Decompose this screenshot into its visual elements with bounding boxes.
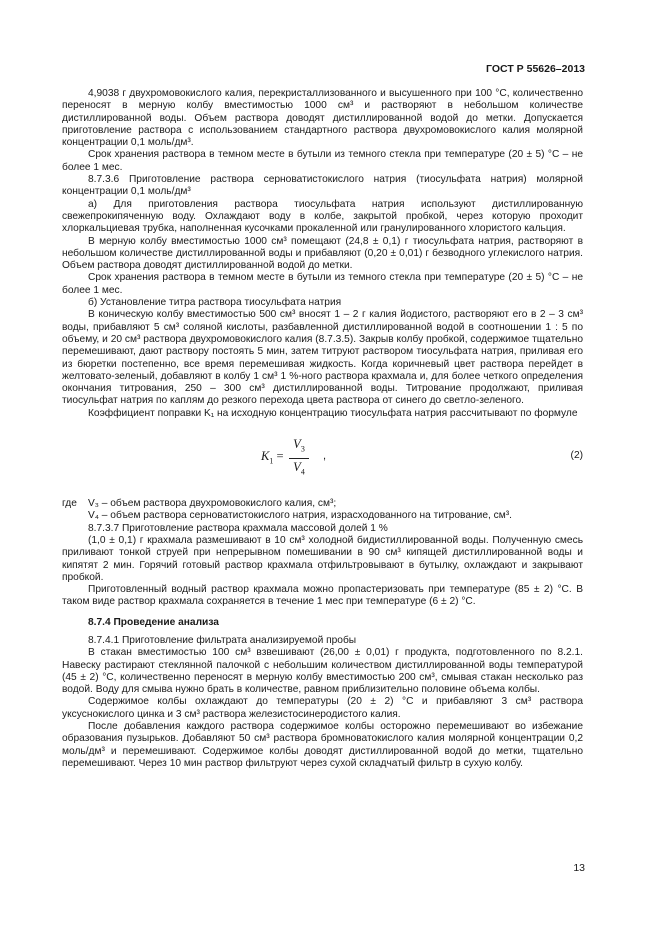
paragraph: В стакан вместимостью 100 см³ взвешивают (26,00 ± 0,01) г продукта, подготовленного по 8.2.1. Навеску растирают стеклянной палочкой с небольшим количеством дистиллированной воды температурой (45 ± 2) °С, количественно переносят в мерную колбу вместимостью 200 см³, смывая стакан несколько раз водой. Воду для смыва нужно брать в количестве, равном приблизительно половине объема колбы. <box>62 647 583 696</box>
paragraph: Содержимое колбы охлаждают до температуры (20 ± 2) °С и прибавляют 3 см³ раствора уксуснокислого цинка и 3 см³ раствора железистосинеродистого калия. <box>62 696 583 720</box>
clause-8-7-3-6: 8.7.3.6 Приготовление раствора серноватистокислого натрия (тиосульфата натрия) молярной концентрации 0,1 моль/дм³ <box>62 174 583 198</box>
paragraph: а) Для приготовления раствора тиосульфата натрия используют дистиллированную свежепрокипяченную воду. Охлаждают воду в колбе, закрытой пробкой, через которую проходит хлоркальциевая трубка, наполненная кусочками прокаленной или гранулированного хлористого кальция. <box>62 198 583 235</box>
page-number: 13 <box>573 862 585 874</box>
where-v4: V₄ – объем раствора серноватистокислого натрия, израсходованного на титрование, см³. <box>88 510 512 522</box>
paragraph: Коэффициент поправки K₁ на исходную концентрацию тиосульфата натрия рассчитывают по формуле <box>88 407 578 419</box>
formula-numerator: $V_3$ <box>293 437 305 454</box>
formula-fraction <box>288 436 310 480</box>
document-body <box>62 88 583 770</box>
paragraph: б) Установление титра раствора тиосульфата натрия <box>88 297 342 309</box>
formula-denominator: $V_4$ <box>293 459 305 477</box>
clause-8-7-3-7: 8.7.3.7 Приготовление раствора крахмала массовой долей 1 % <box>88 522 388 534</box>
paragraph: (1,0 ± 0,1) г крахмала размешивают в 10 см³ холодной бидистиллированной воды. Полученную смесь приливают тонкой струей при непрерывном помешивании в 90 см³ кипящей дистиллированной воды и кипятят 2 мин. Горячий готовый раствор крахмала отфильтровывают в бутылку, охлаждают и закрывают пробкой. <box>62 534 583 583</box>
paragraph: Срок хранения раствора в темном месте в бутыли из темного стекла при температуре (20 ± 5) °С – не более 1 мес. <box>62 149 583 173</box>
paragraph: 4,9038 г двухромовокислого калия, перекристаллизованного и высушенного при 100 °С, количественно переносят в мерную колбу вместимостью 1000 см³ и растворяют в небольшом количестве дистиллированной воды. Объем раствора доводят дистиллированной водой до метки. Допускается приготовление раствора с использованием стандартного раствора двухромовокислого калия молярной концентрации 0,1 моль/дм³. <box>62 88 583 149</box>
paragraph: В мерную колбу вместимостью 1000 см³ помещают (24,8 ± 0,1) г тиосульфата натрия, растворяют в небольшом количестве дистиллированной воды и прибавляют (0,20 ± 0,01) г безводного углекислого натрия. Объем раствора доводят дистиллированной водой до метки. <box>62 235 583 272</box>
formula-2 <box>62 420 583 498</box>
paragraph: Срок хранения раствора в темном месте в бутыли из темного стекла при температуре (20 ± 5) °С – не более 1 мес. <box>62 272 583 296</box>
paragraph: В коническую колбу вместимостью 500 см³ вносят 1 – 2 г калия йодистого, растворяют его в 2 – 3 см³ воды, прибавляют 5 см³ соляной кислоты, разбавленной дистиллированной водой в соотношении 1 : 5 по объему, и 20 см³ раствора двухромовокислого калия (8.7.3.5). Закрыв колбу пробкой, содержимое тщательно перемешивают, дают раствору постоять 5 мин, затем титруют раствором тиосульфата натрия, приливая его из бюретки постепенно, все время перемешивая жидкость. Когда коричневый цвет раствора перейдет в желтовато-зеленый, добавляют в колбу 1 см³ 1 %-ного раствора крахмала и, для более четкого определения окончания титрования, 250 – 300 см³ дистиллированной воды. Титрование продолжают, приливая тиосульфат натрия по каплям до резкого перехода цвета раствора от синего до светло-зеленого. <box>62 309 583 407</box>
formula-comma: , <box>323 450 327 463</box>
paragraph: Приготовленный водный раствор крахмала можно пропастеризовать при температуре (85 ± 2) °С. В таком виде раствор крахмала сохраняется в течение 1 мес при температуре (6 ± 2) °С. <box>62 584 583 608</box>
where-block <box>62 498 583 510</box>
formula-lhs: $K_1$ = <box>261 449 284 466</box>
clause-8-7-4-1: 8.7.4.1 Приготовление фильтрата анализируемой пробы <box>88 634 357 646</box>
where-v3: V₃ – объем раствора двухромовокислого калия, см³; <box>88 498 337 510</box>
formula-number: (2) <box>570 450 583 462</box>
where-label: где <box>62 498 77 510</box>
section-heading-8-7-4: 8.7.4 Проведение анализа <box>88 616 219 628</box>
standard-header: ГОСТ Р 55626–2013 <box>486 63 585 75</box>
paragraph: После добавления каждого раствора содержимое колбы осторожно перемешивают во избежание образования пузырьков. Добавляют 50 см³ раствора бромноватокислого калия молярной концентрации 0,2 моль/дм³ и перемешивают. Содержимое колбы доводят дистиллированной водой до метки, тщательно перемешивают. Через 10 мин раствор фильтруют через сухой складчатый фильтр в сухую колбу. <box>62 721 583 769</box>
